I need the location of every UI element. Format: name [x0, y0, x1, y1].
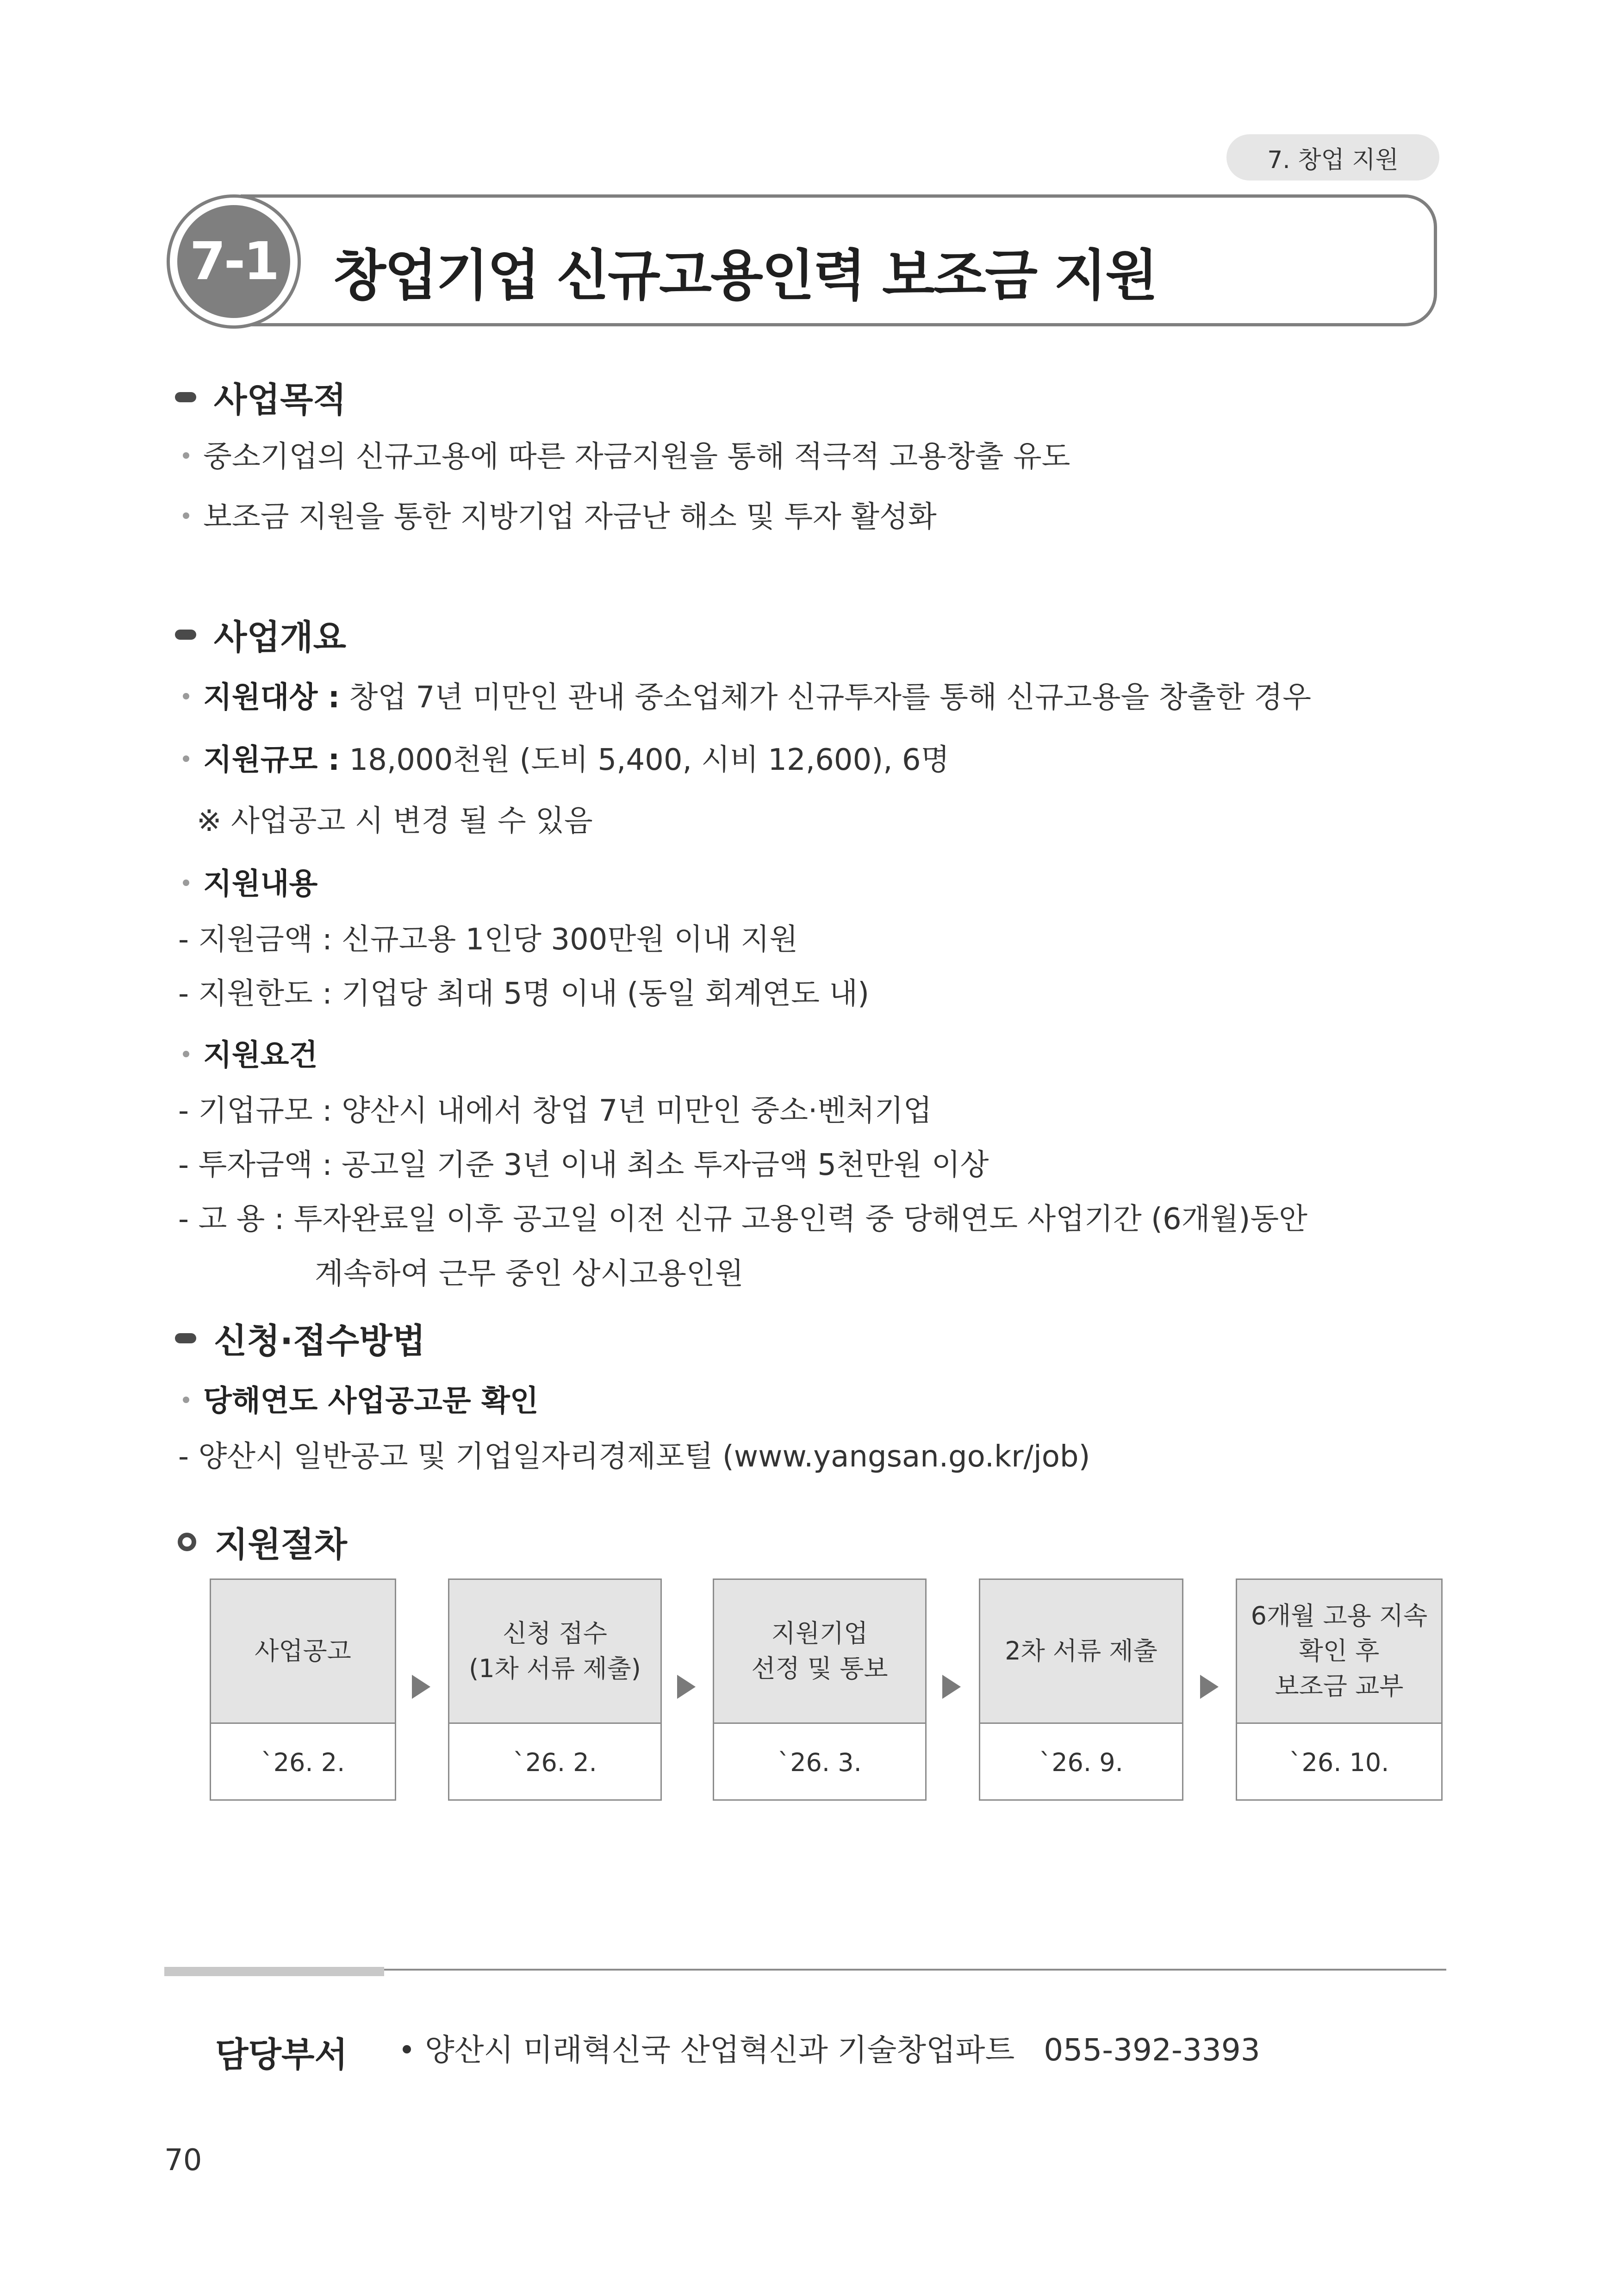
step-label: 2차 서류 제출: [980, 1580, 1182, 1724]
arrow-right-icon: [942, 1675, 961, 1699]
section-purpose-heading: 사업목적: [175, 373, 346, 422]
purpose-item: 중소기업의 신규고용에 따른 자금지원을 통해 적극적 고용창출 유도: [183, 433, 1070, 475]
section-apply-heading: 신청·접수방법: [175, 1314, 425, 1363]
content-item: - 지원한도 : 기업당 최대 5명 이내 (동일 회계연도 내): [178, 977, 870, 1011]
bullet-icon: [183, 452, 189, 459]
department-label: 담당부서: [215, 2035, 348, 2075]
process-step: [979, 1578, 1183, 1801]
apply-detail: - 양산시 일반공고 및 기업일자리경제포털 (www.yangsan.go.kr/job): [178, 1440, 1090, 1474]
footer-divider-accent: [164, 1967, 384, 1976]
bullet-icon: [403, 2045, 411, 2053]
bullet-icon: [183, 1397, 189, 1403]
bullet-icon: [183, 512, 189, 519]
req-item-continuation: 계속하여 근무 중인 상시고용인원: [315, 1257, 744, 1291]
req-item: - 고 용 : 투자완료일 이후 공고일 이전 신규 고용인력 중 당해연도 사업기간 (6개월)동안: [178, 1202, 1307, 1236]
process-step: [448, 1578, 662, 1801]
req-item: - 투자금액 : 공고일 기준 3년 이내 최소 투자금액 5천만원 이상: [178, 1148, 989, 1182]
bullet-icon: [183, 1051, 189, 1057]
overview-content-label: 지원내용: [183, 860, 317, 903]
apply-item: 당해연도 사업공고문 확인: [183, 1377, 539, 1420]
process-step: [713, 1578, 927, 1801]
page-number: 70: [164, 2143, 202, 2177]
purpose-item: 보조금 지원을 통한 지방기업 자금난 해소 및 투자 활성화: [183, 493, 937, 536]
overview-req-label: 지원요건: [183, 1031, 317, 1074]
arrow-right-icon: [1200, 1675, 1219, 1699]
overview-scale: 지원규모 : 18,000천원 (도비 5,400, 시비 12,600), 6명: [183, 736, 949, 779]
page-title: 창업기업 신규고용인력 보조금 지원: [333, 243, 1157, 307]
step-date: `26. 9.: [1039, 1747, 1123, 1777]
overview-target: 지원대상 : 창업 7년 미만인 관내 중소업체가 신규투자를 통해 신규고용을 창출한 경우: [183, 674, 1311, 716]
department-info: 양산시 미래혁신국 산업혁신과 기술창업파트 055-392-3393: [403, 2025, 1260, 2069]
step-date: `26. 10.: [1289, 1747, 1389, 1777]
section-process-heading: 지원절차: [175, 1517, 347, 1566]
dash-icon: [175, 392, 196, 402]
step-label: 사업공고: [211, 1580, 395, 1724]
step-date: `26. 3.: [778, 1747, 862, 1777]
arrow-right-icon: [412, 1675, 430, 1699]
step-label: 신청 접수 (1차 서류 제출): [449, 1580, 660, 1724]
overview-note: ※ 사업공고 시 변경 될 수 있음: [197, 804, 593, 838]
process-step: [210, 1578, 396, 1801]
dash-icon: [175, 630, 196, 640]
title-number: 7-1: [177, 205, 290, 318]
step-date: `26. 2.: [261, 1747, 345, 1777]
bullet-icon: [183, 693, 189, 699]
process-step: [1236, 1578, 1443, 1801]
content-item: - 지원금액 : 신규고용 1인당 300만원 이내 지원: [178, 923, 798, 957]
title-number-badge: [167, 194, 301, 329]
bullet-icon: [183, 755, 189, 762]
chapter-tab: 7. 창업 지원: [1226, 134, 1439, 181]
step-label: 지원기업 선정 및 통보: [714, 1580, 925, 1724]
ring-icon: [178, 1533, 196, 1551]
section-overview-heading: 사업개요: [175, 610, 346, 659]
step-date: `26. 2.: [513, 1747, 597, 1777]
dash-icon: [175, 1333, 196, 1343]
arrow-right-icon: [677, 1675, 696, 1699]
req-item: - 기업규모 : 양산시 내에서 창업 7년 미만인 중소·벤처기업: [178, 1094, 932, 1128]
step-label: 6개월 고용 지속 확인 후 보조금 교부: [1237, 1580, 1441, 1724]
bullet-icon: [183, 880, 189, 886]
